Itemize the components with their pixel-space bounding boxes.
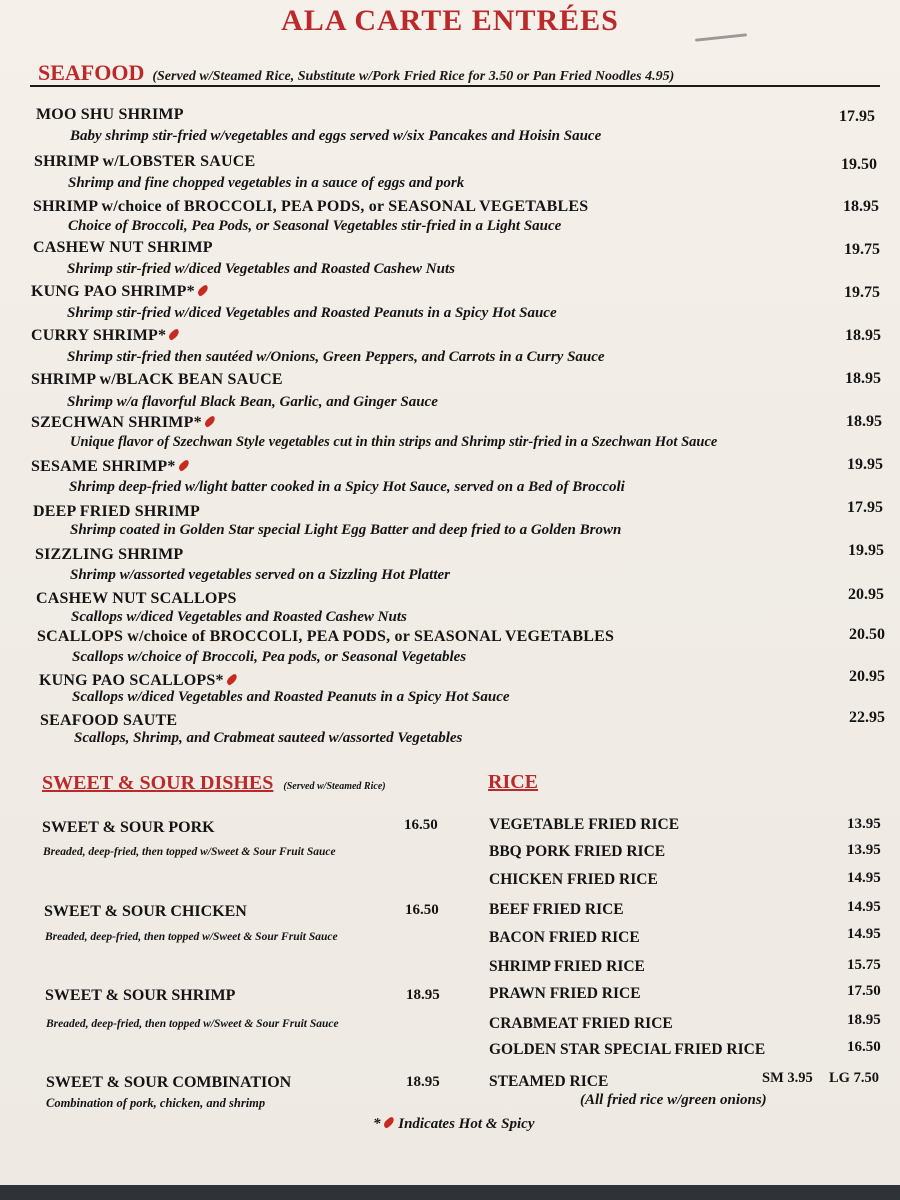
- item-description: Shrimp and fine chopped vegetables in a sauce of eggs and pork: [68, 175, 465, 191]
- item-price: 19.95: [848, 542, 884, 559]
- section-divider: [30, 85, 880, 87]
- menu-item-moo-shu-shrimp: [0, 106, 900, 150]
- item-price: 13.95: [847, 842, 881, 858]
- item-description: Choice of Broccoli, Pea Pods, or Seasonal Vegetables stir-fried in a Light Sauce: [68, 218, 562, 234]
- seafood-section-header: [38, 60, 878, 86]
- steamed-rice-small-price: SM 3.95: [762, 1070, 813, 1086]
- item-price: 14.95: [847, 870, 881, 886]
- item-name: SHRIMP w/choice of BROCCOLI, PEA PODS, or SEASONAL VEGETABLES: [33, 198, 589, 215]
- seafood-title: SEAFOOD: [38, 60, 145, 85]
- item-price: 16.50: [405, 902, 439, 918]
- item-price: 17.50: [847, 983, 881, 999]
- seafood-note: (Served w/Steamed Rice, Substitute w/Pork Fried Rice for 3.50 or Pan Fried Noodles 4.95): [152, 69, 675, 84]
- item-description: Shrimp stir-fried then sautéed w/Onions, Green Peppers, and Carrots in a Curry Sauce: [67, 349, 605, 365]
- item-price: 19.75: [844, 241, 880, 258]
- chili-pepper-icon: [382, 1116, 396, 1129]
- item-name: SWEET & SOUR COMBINATION: [46, 1074, 292, 1091]
- item-price: 19.75: [844, 284, 880, 301]
- item-price: 18.95: [843, 198, 879, 215]
- item-description: Breaded, deep-fried, then topped w/Sweet & Sour Fruit Sauce: [46, 1018, 339, 1030]
- item-price: 17.95: [847, 499, 883, 516]
- item-name: DEEP FRIED SHRIMP: [33, 503, 200, 520]
- rice-section-header: [488, 771, 538, 794]
- item-price: 22.95: [849, 709, 885, 726]
- chili-pepper-icon: [196, 284, 210, 297]
- item-name: CASHEW NUT SHRIMP: [33, 239, 213, 256]
- item-name: PRAWN FRIED RICE: [489, 985, 641, 1002]
- rice-title: RICE: [488, 771, 539, 793]
- item-price: 18.95: [845, 370, 881, 387]
- item-name: BBQ PORK FRIED RICE: [489, 843, 666, 860]
- menu-item-shrimp-choice: [0, 198, 900, 242]
- item-description: Shrimp coated in Golden Star special Light Egg Batter and deep fried to a Golden Brown: [70, 522, 622, 538]
- page-title: ALA CARTE ENTRÉES: [281, 4, 619, 37]
- item-name: SHRIMP w/BLACK BEAN SAUCE: [31, 371, 283, 388]
- item-description: Scallops w/diced Vegetables and Roasted Cashew Nuts: [71, 609, 407, 625]
- item-price: 17.95: [839, 108, 875, 125]
- menu-item-deep-fried-shrimp: [0, 499, 900, 547]
- item-description: Baby shrimp stir-fried w/vegetables and eggs served w/six Pancakes and Hoisin Sauce: [70, 128, 602, 144]
- chili-pepper-icon: [167, 328, 181, 341]
- chili-pepper-icon: [225, 673, 239, 686]
- menu-item-kung-pao-shrimp: [0, 283, 900, 327]
- item-name: SESAME SHRIMP*: [31, 458, 190, 476]
- item-description: Scallops, Shrimp, and Crabmeat sauteed w/assorted Vegetables: [74, 730, 463, 746]
- item-price: 18.95: [847, 1012, 881, 1028]
- legend-text: Indicates Hot & Spicy: [398, 1116, 535, 1132]
- item-description: Shrimp w/a flavorful Black Bean, Garlic, and Ginger Sauce: [67, 394, 438, 410]
- menu-item-sizzling-shrimp: [0, 542, 900, 590]
- item-name: MOO SHU SHRIMP: [36, 106, 184, 123]
- item-name: KUNG PAO SCALLOPS*: [39, 672, 238, 690]
- item-description: Combination of pork, chicken, and shrimp: [46, 1096, 266, 1110]
- menu-item-curry-shrimp: [0, 327, 900, 371]
- bottom-edge: [0, 1185, 900, 1200]
- item-name: SHRIMP w/LOBSTER SAUCE: [34, 153, 256, 170]
- menu-item-shrimp-black-bean: [0, 371, 900, 415]
- item-description: Breaded, deep-fried, then topped w/Sweet & Sour Fruit Sauce: [43, 846, 336, 858]
- item-name: BEEF FRIED RICE: [489, 901, 624, 918]
- item-description: Shrimp deep-fried w/light batter cooked in a Spicy Hot Sauce, served on a Bed of Broccoli: [69, 479, 625, 495]
- item-description: Unique flavor of Szechwan Style vegetables cut in thin strips and Shrimp stir-fried in a Szechwan Hot Sauce: [70, 434, 718, 450]
- sweet-sour-note: (Served w/Steamed Rice): [283, 781, 386, 792]
- item-price: 18.95: [406, 987, 440, 1003]
- item-price: 20.50: [849, 626, 885, 643]
- menu-item-kung-pao-scallops: [0, 668, 900, 716]
- item-name: SHRIMP FRIED RICE: [489, 958, 645, 975]
- sweet-sour-section-header: [42, 772, 386, 795]
- steamed-rice-large-price: LG 7.50: [829, 1070, 879, 1086]
- item-name: SIZZLING SHRIMP: [35, 546, 184, 563]
- item-price: 18.95: [845, 327, 881, 344]
- item-price: 14.95: [847, 926, 881, 942]
- chili-pepper-icon: [203, 415, 217, 428]
- item-name: VEGETABLE FRIED RICE: [489, 816, 680, 833]
- menu-item-shrimp-lobster-sauce: [0, 153, 900, 197]
- item-price: 19.50: [841, 156, 877, 173]
- item-price: 14.95: [847, 899, 881, 915]
- item-name: SWEET & SOUR PORK: [42, 819, 215, 836]
- item-price: 20.95: [848, 586, 884, 603]
- rice-note: (All fried rice w/green onions): [580, 1092, 767, 1108]
- item-name: SZECHWAN SHRIMP*: [31, 414, 216, 432]
- item-name: SCALLOPS w/choice of BROCCOLI, PEA PODS, or SEASONAL VEGETABLES: [37, 628, 615, 645]
- item-description: Breaded, deep-fried, then topped w/Sweet & Sour Fruit Sauce: [45, 931, 338, 943]
- menu-item-scallops-choice: [0, 628, 900, 672]
- item-description: Shrimp w/assorted vegetables served on a Sizzling Hot Platter: [70, 567, 451, 583]
- item-price: 16.50: [404, 817, 438, 833]
- legend-asterisk: *: [373, 1116, 381, 1132]
- item-price: 18.95: [406, 1074, 440, 1090]
- item-price: 16.50: [847, 1039, 881, 1055]
- chili-pepper-icon: [177, 459, 191, 472]
- item-name: CURRY SHRIMP*: [31, 327, 180, 345]
- item-name: GOLDEN STAR SPECIAL FRIED RICE: [489, 1041, 766, 1058]
- item-description: Shrimp stir-fried w/diced Vegetables and Roasted Peanuts in a Spicy Hot Sauce: [67, 305, 557, 321]
- menu-item-seafood-saute: [0, 709, 900, 756]
- spicy-legend: [373, 1116, 535, 1133]
- item-name: SWEET & SOUR SHRIMP: [45, 987, 236, 1004]
- item-price: 19.95: [847, 456, 883, 473]
- item-description: Scallops w/choice of Broccoli, Pea pods, or Seasonal Vegetables: [72, 649, 467, 665]
- item-name: SEAFOOD SAUTE: [40, 712, 178, 729]
- item-name: CRABMEAT FRIED RICE: [489, 1015, 673, 1032]
- menu-item-cashew-nut-shrimp: [0, 239, 900, 283]
- item-price: 18.95: [846, 413, 882, 430]
- item-price: 20.95: [849, 668, 885, 685]
- item-name: BACON FRIED RICE: [489, 929, 640, 946]
- item-price: 13.95: [847, 816, 881, 832]
- menu-item-szechwan-shrimp: [0, 414, 900, 458]
- menu-item-sesame-shrimp: [0, 458, 900, 502]
- item-name: CHICKEN FRIED RICE: [489, 871, 658, 888]
- item-name: SWEET & SOUR CHICKEN: [44, 903, 247, 920]
- item-name: KUNG PAO SHRIMP*: [31, 283, 209, 301]
- item-name: CASHEW NUT SCALLOPS: [36, 590, 237, 607]
- item-description: Shrimp stir-fried w/diced Vegetables and Roasted Cashew Nuts: [67, 261, 455, 277]
- item-price: 15.75: [847, 957, 881, 973]
- item-name: STEAMED RICE: [489, 1073, 609, 1090]
- item-description: Scallops w/diced Vegetables and Roasted Peanuts in a Spicy Hot Sauce: [72, 689, 510, 705]
- sweet-sour-title: SWEET & SOUR DISHES: [42, 772, 274, 794]
